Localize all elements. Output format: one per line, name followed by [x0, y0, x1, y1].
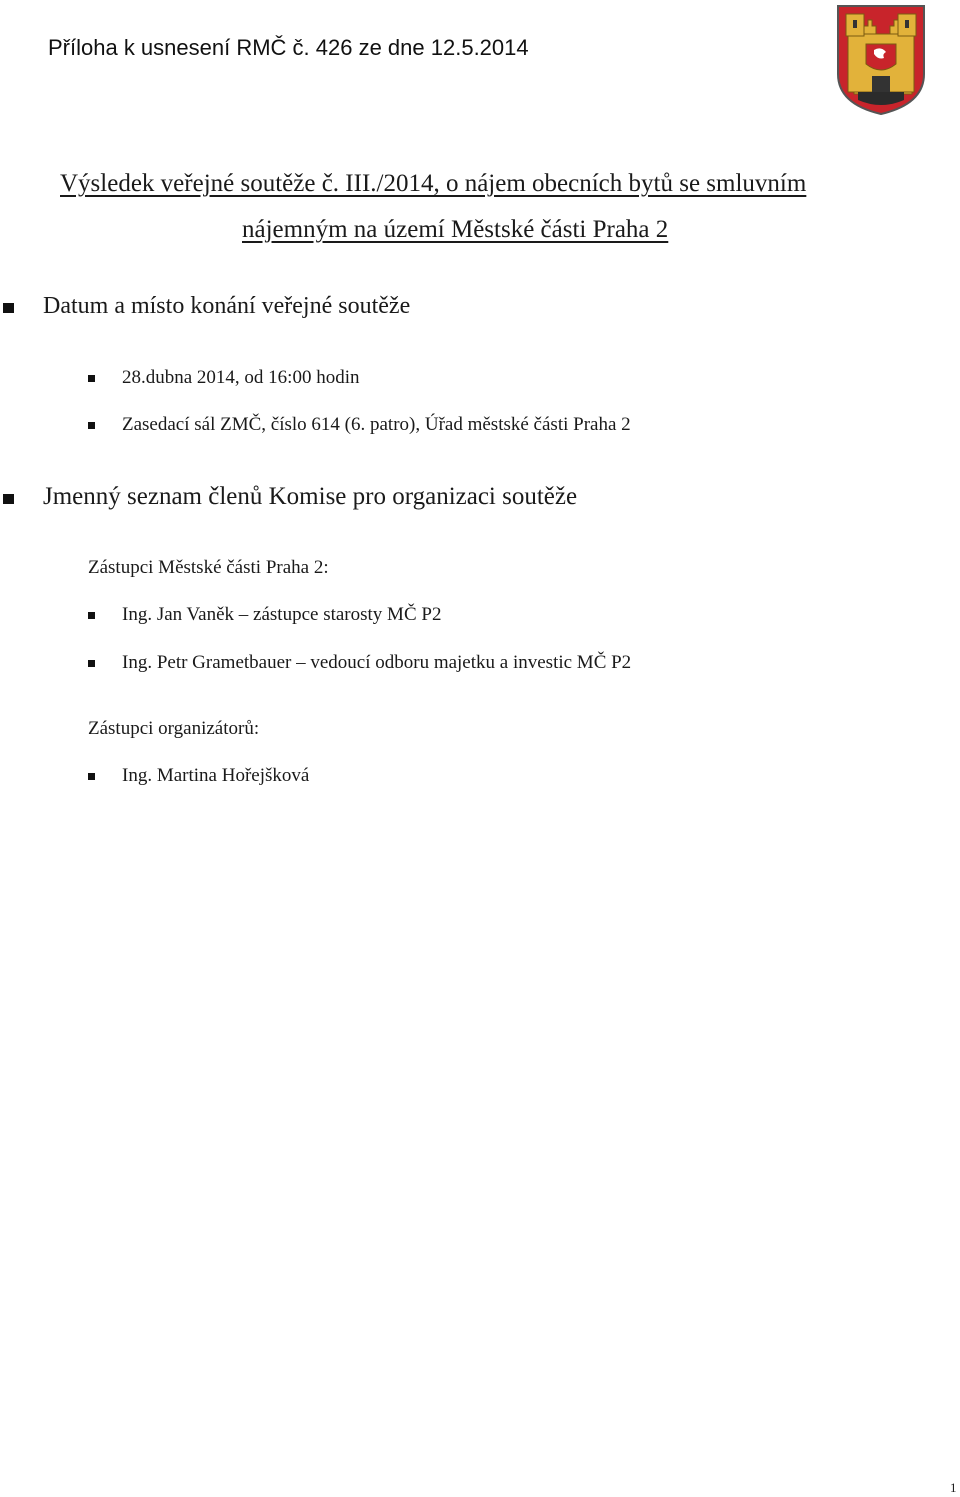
group-label-organizers: Zástupci organizátorů:: [88, 718, 260, 739]
page-number: 1: [950, 1480, 957, 1495]
list-item: 28.dubna 2014, od 16:00 hodin: [122, 367, 360, 388]
list-item: Zasedací sál ZMČ, číslo 614 (6. patro), Úřad městské části Praha 2: [122, 414, 631, 435]
document-title-line2: nájemným na území Městské části Praha 2: [242, 216, 669, 243]
section-bullet-icon: [3, 494, 14, 504]
group-label-city-district: Zástupci Městské části Praha 2:: [88, 557, 329, 578]
list-bullet-icon: [88, 612, 95, 619]
section-heading-committee: Jmenný seznam členů Komise pro organizaci soutěže: [43, 483, 578, 510]
list-item: Ing. Martina Hořejšková: [122, 765, 310, 786]
list-bullet-icon: [88, 773, 95, 780]
annex-reference: Příloha k usnesení RMČ č. 426 ze dne 12.5.2014: [48, 35, 529, 60]
list-item: Ing. Jan Vaněk – zástupce starosty MČ P2: [122, 604, 442, 625]
list-bullet-icon: [88, 422, 95, 429]
praha-2-coat-of-arms-icon: [836, 4, 926, 116]
list-bullet-icon: [88, 375, 95, 382]
list-item: Ing. Petr Grametbauer – vedoucí odboru majetku a investic MČ P2: [122, 652, 632, 673]
list-bullet-icon: [88, 660, 95, 667]
document-title-line1: Výsledek veřejné soutěže č. III./2014, o nájem obecních bytů se smluvním: [60, 170, 807, 197]
section-heading-date-place: Datum a místo konání veřejné soutěže: [43, 293, 411, 319]
section-bullet-icon: [3, 303, 14, 313]
